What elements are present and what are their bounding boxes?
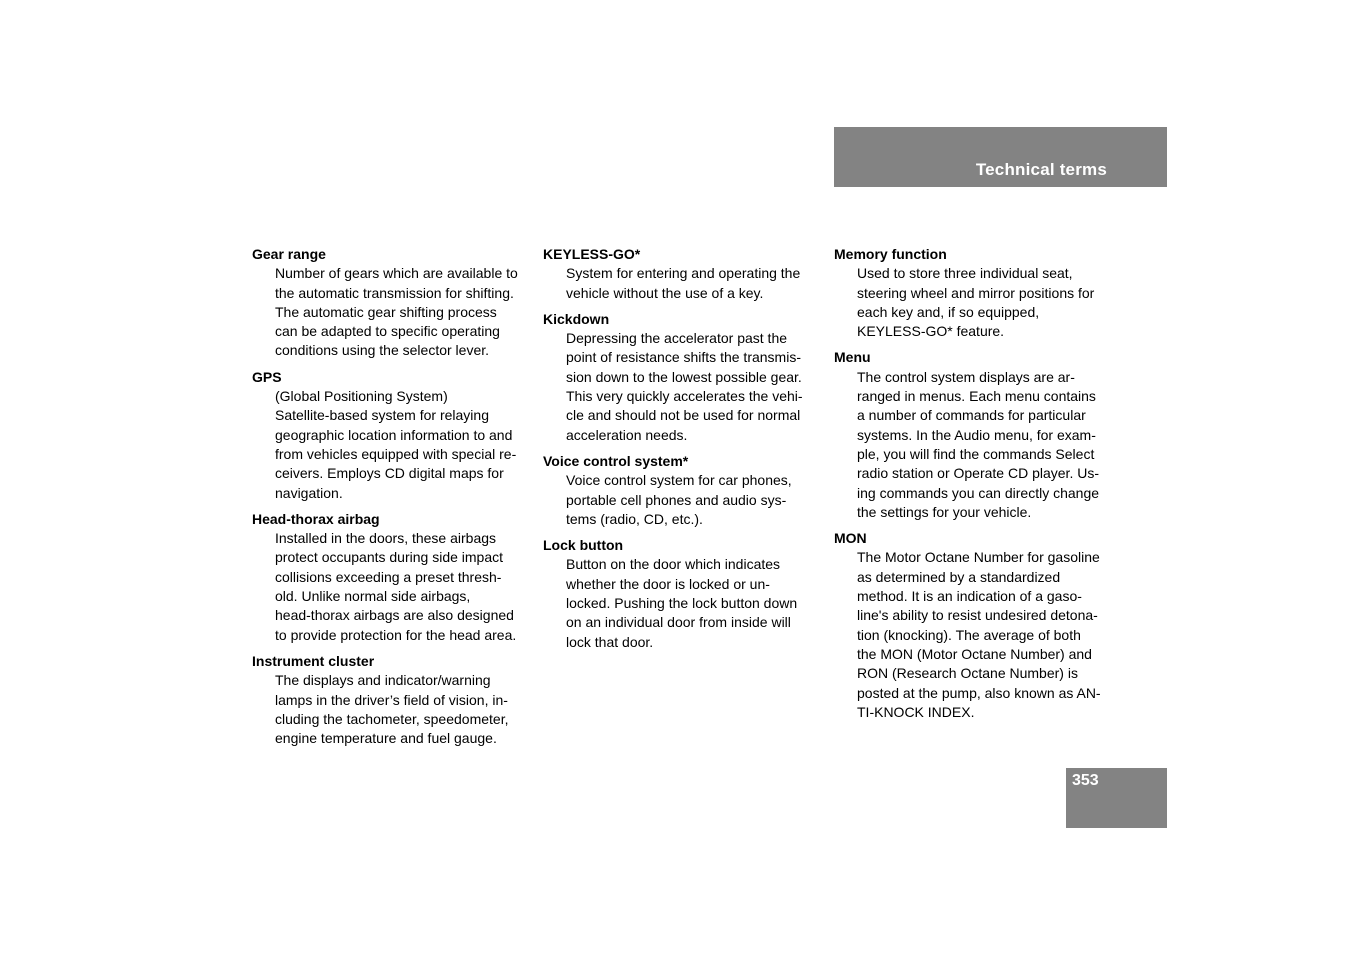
term: KEYLESS-GO* <box>543 246 641 262</box>
glossary-entry-memory-function <box>834 245 1116 341</box>
term: Lock button <box>543 537 624 554</box>
definition: Button on the door which indicates whether the door is locked or un- locked. Pushing the lock button down on an individual door from inside will lock that door. <box>566 556 798 650</box>
page-number: 353 <box>1072 772 1099 789</box>
term: GPS <box>252 368 282 385</box>
column-3 <box>834 245 1116 729</box>
term: Kickdown <box>543 310 610 327</box>
glossary-entry-gps <box>252 368 534 503</box>
definition: The control system displays are ar- ranged in menus. Each menu contains a number of commands for particular systems. In the Audio menu, for exam- ple, you will find the commands Select radio station or Operate CD player. Us- ing commands you can directly change the settings for your vehicle. <box>857 368 1100 520</box>
section-title: Technical terms <box>975 160 1107 179</box>
section-header-bar <box>834 127 1167 187</box>
glossary-entry-head-thorax-airbag <box>252 510 534 645</box>
term: Head-thorax airbag <box>252 510 380 527</box>
term: Menu <box>834 349 871 366</box>
term: MON <box>834 530 867 547</box>
glossary-entry-menu <box>834 348 1116 522</box>
glossary-entry-voice-control-system <box>543 452 825 529</box>
glossary-entry-gear-range <box>252 245 534 361</box>
term: Voice control system* <box>543 452 689 469</box>
definition: Used to store three individual seat, steering wheel and mirror positions for each key and, if so equipped, KEYLESS-GO* feature. <box>857 265 1095 340</box>
glossary-entry-mon <box>834 529 1116 722</box>
term: Instrument cluster <box>252 652 375 669</box>
definition: The displays and indicator/warning lamps in the driver’s field of vision, in- cluding the tachometer, speedometer, engine temperature and fuel gauge. <box>275 672 509 747</box>
definition: Installed in the doors, these airbags protect occupants during side impact collisions exceeding a preset thresh- old. Unlike normal side airbags, head-thorax airbags are also designed to provide protection for the head area. <box>275 530 517 643</box>
definition: Depressing the accelerator past the point of resistance shifts the transmis- sion down to the lowest possible gear. This very quickly accelerates the vehi- cle and should not be used for normal acceleration needs. <box>566 330 803 443</box>
glossary-entry-kickdown <box>543 310 825 445</box>
definition: Number of gears which are available to the automatic transmission for shifting. The automatic gear shifting process can be adapted to specific operating conditions using the selector lever. <box>275 265 518 359</box>
glossary-entry-keyless-go <box>543 245 825 303</box>
page-number-box <box>1066 768 1167 828</box>
definition: The Motor Octane Number for gasoline as determined by a standardized method. It is an indication of a gaso- line's ability to resist undesired detona- tion (knocking). The average of both the MON (Motor Octane Number) and RON (Research Octane Number) is posted at the pump, also known as AN- TI-KNOCK INDEX. <box>857 549 1101 720</box>
definition: System for entering and operating the vehicle without the use of a key. <box>566 265 801 301</box>
column-1 <box>252 245 534 755</box>
glossary-entry-instrument-cluster <box>252 652 534 748</box>
term: Memory function <box>834 246 947 262</box>
definition: Voice control system for car phones, portable cell phones and audio sys- tems (radio, CD, etc.). <box>566 472 792 527</box>
glossary-entry-lock-button <box>543 536 825 652</box>
column-2 <box>543 245 825 659</box>
definition: (Global Positioning System) Satellite-based system for relaying geographic location information to and from vehicles equipped with special re- ceivers. Employs CD digital maps for navigation. <box>275 388 517 501</box>
term: Gear range <box>252 246 326 262</box>
